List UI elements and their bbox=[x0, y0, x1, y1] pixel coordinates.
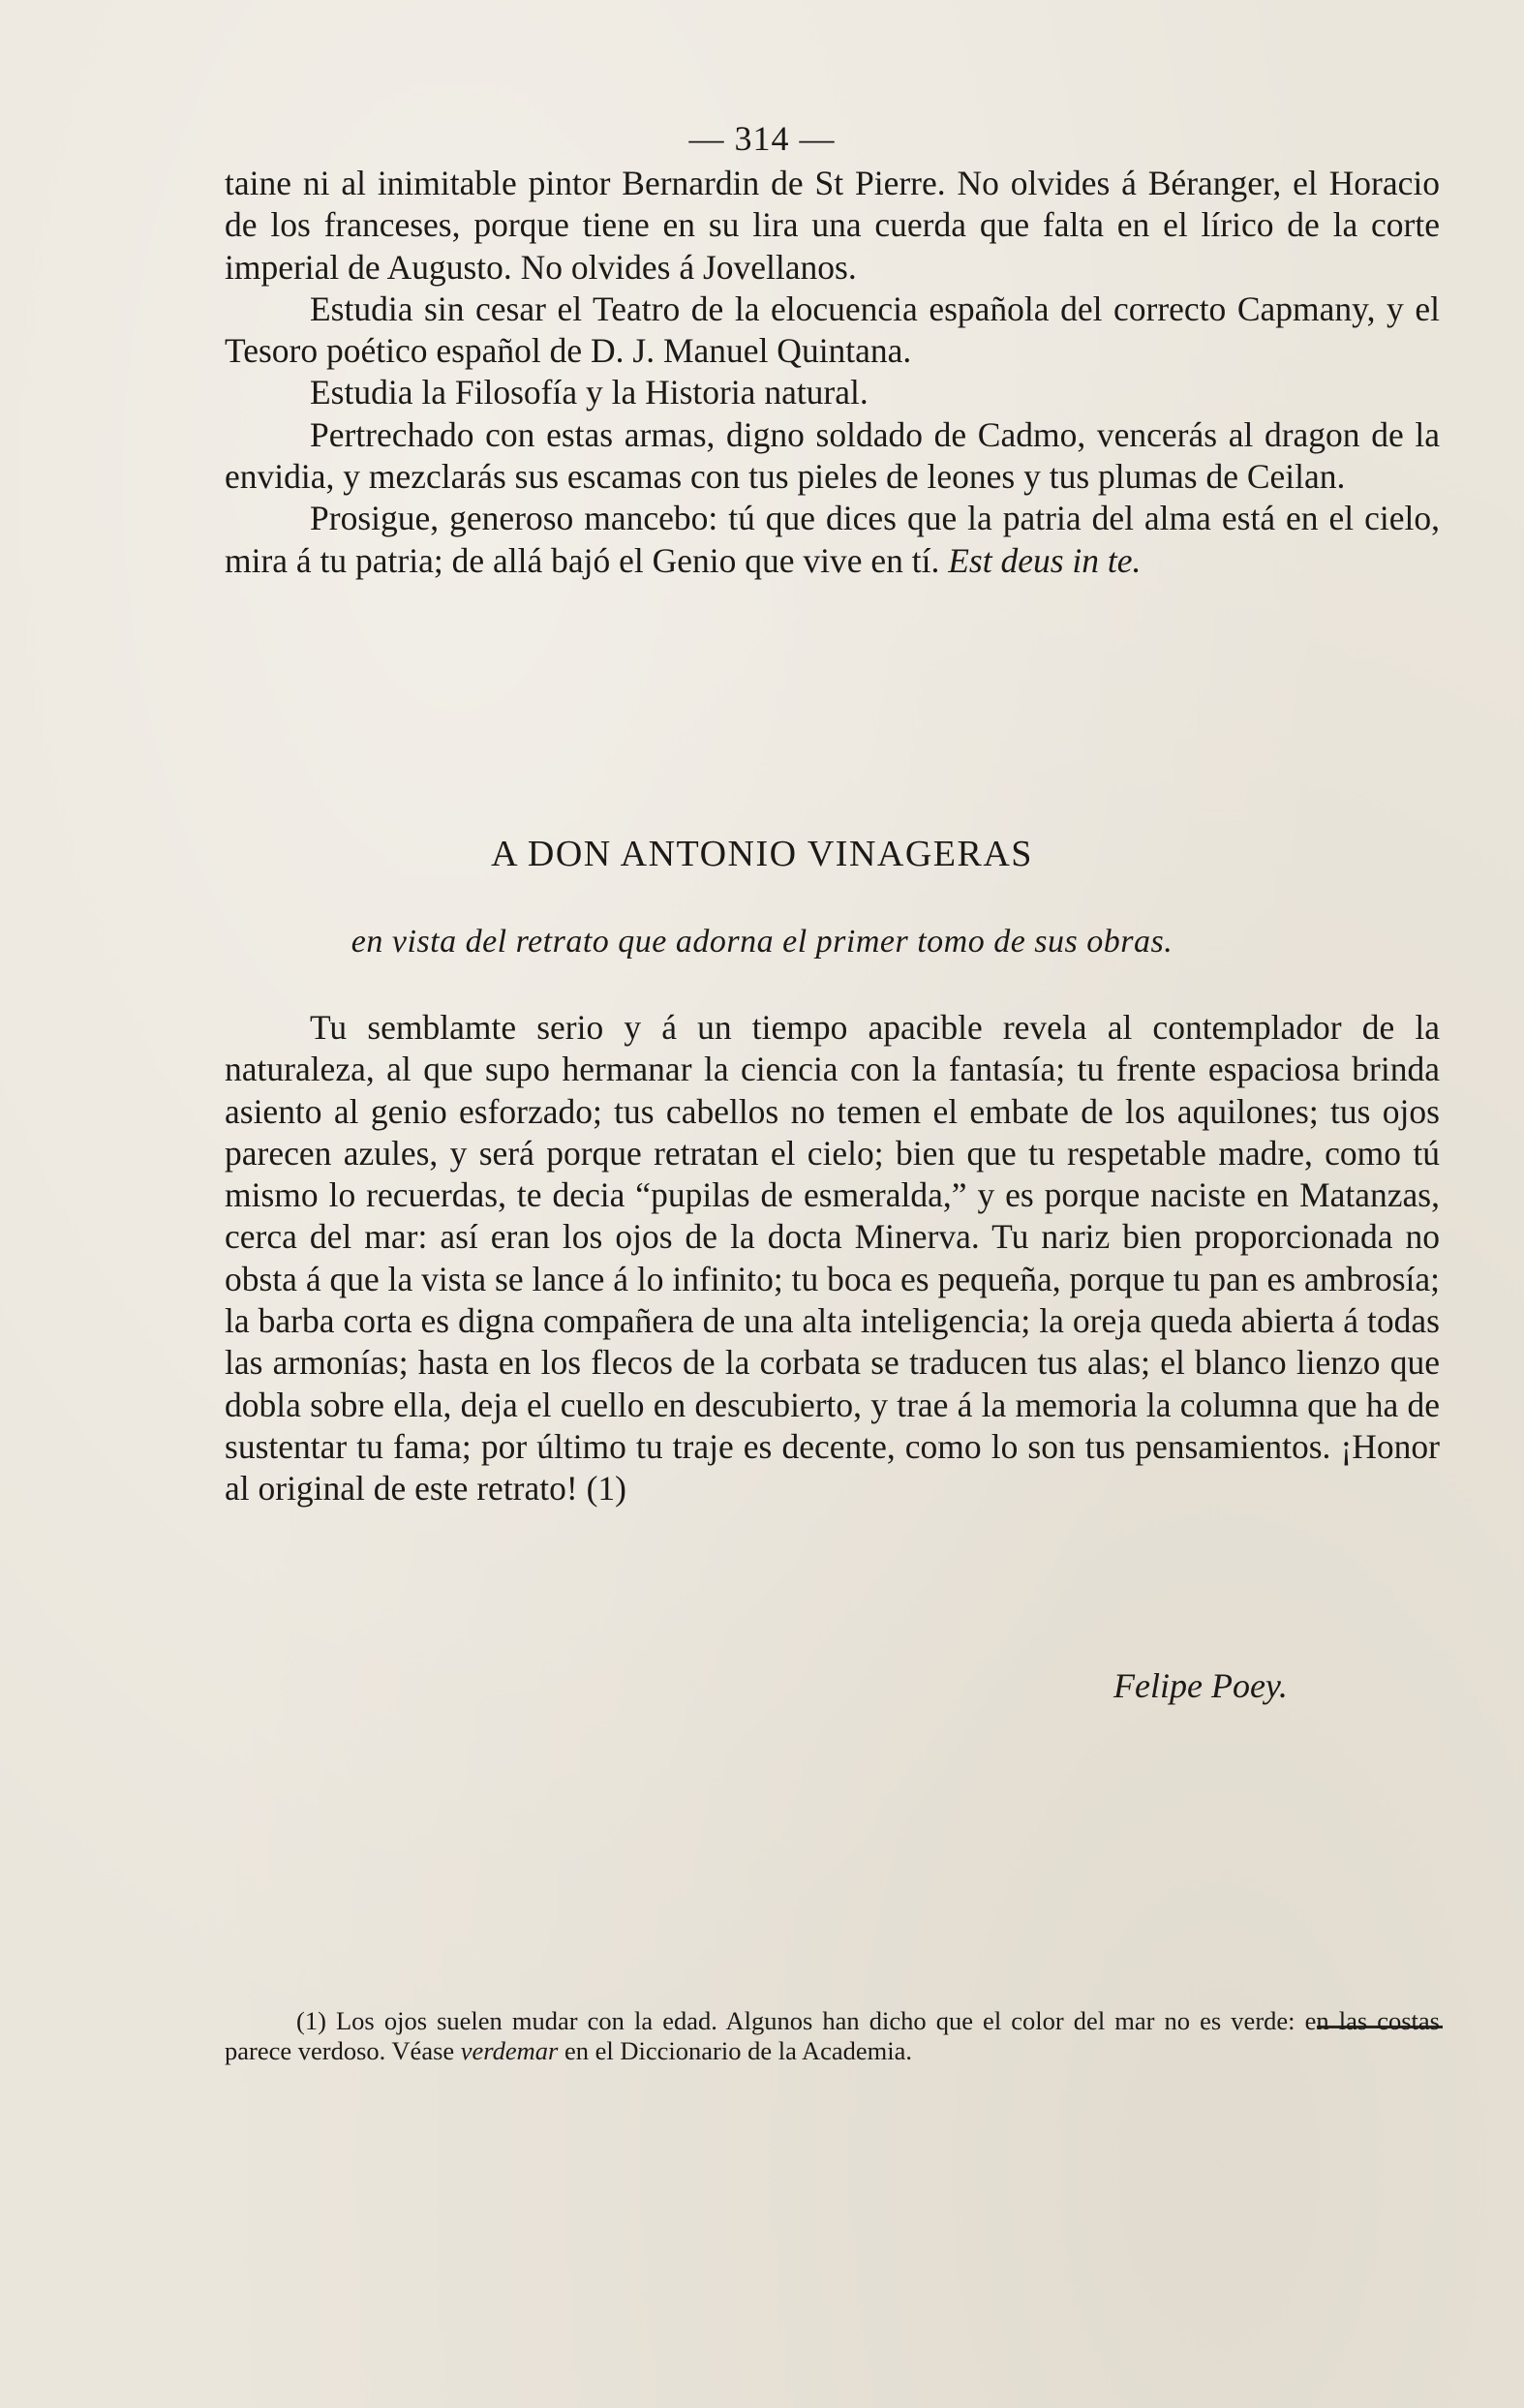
paragraph-5-text: Prosigue, generoso mancebo: tú que dices que la patria del alma está en el cielo, mira á tu patria; de allá bajó el Genio que vive en tí. bbox=[225, 499, 1440, 580]
dedication-title: A DON ANTONIO VINAGERAS bbox=[491, 834, 1033, 874]
paragraph-3: Estudia la Filosofía y la Historia natural. bbox=[310, 373, 869, 412]
footnote-italic-word: verdemar bbox=[460, 2036, 559, 2065]
main-paragraph: Tu semblamte serio y á un tiempo apacible revela al contemplador de la naturaleza, al que supo hermanar la ciencia con la fantasía; tu frente espaciosa brinda asiento al genio esforzado; tus cabellos no temen el embate de los aquilones; tus ojos parecen azules, y será porque retratan el cielo; bien que tu respetable madre, como tú mismo lo recuerdas, te decia “pupilas de esmeralda,” y es porque naciste en Matanzas, cerca del mar: así eran los ojos de la docta Minerva. Tu nariz bien proporcionada no obsta á que la vista se lance á lo infinito; tu boca es pequeña, porque tu pan es ambrosía; la barba corta es digna compañera de una alta inteligencia; la oreja queda abierta á todas las armonías; hasta en los flecos de la corbata se traducen tus alas; el blanco lienzo que dobla sobre ella, deja el cuello en descubierto, y trae á la memoria la columna que ha de sustentar tu fama; por último tu traje es decente, como lo son tus pensamientos. ¡Honor al original de este retrato! (1) bbox=[225, 1008, 1440, 1509]
page-number: — 314 — bbox=[688, 119, 836, 158]
author-signature: Felipe Poey. bbox=[1113, 1666, 1288, 1705]
paragraph-4: Pertrechado con estas armas, digno soldado de Cadmo, vencerás al dragon de la envidia, y mezclarás sus escamas con tus pieles de leones y tus plumas de Ceilan. bbox=[225, 414, 1440, 497]
paragraph-2: Estudia sin cesar el Teatro de la elocuencia española del correcto Capmany, y el Tesoro poético español de D. J. Manuel Quintana. bbox=[225, 289, 1440, 371]
paragraph-1: taine ni al inimitable pintor Bernardin de St Pierre. No olvides á Béranger, el Horacio de los franceses, porque tiene en su lira una cuerda que falta en el lírico de la corte imperial de Augusto. No olvides á Jovellanos. bbox=[225, 164, 1440, 287]
footnote-text-after: en el Diccionario de la Academia. bbox=[564, 2036, 913, 2065]
footnote bbox=[225, 2006, 1440, 2066]
paragraph-5 bbox=[225, 498, 1440, 582]
main-text-block bbox=[225, 1007, 1440, 1510]
top-text-block bbox=[225, 163, 1440, 582]
dedication-subtitle: en vista del retrato que adorna el primer tomo de sus obras. bbox=[351, 924, 1173, 960]
latin-phrase: Est deus in te. bbox=[948, 540, 1142, 580]
footnote-text-before: (1) Los ojos suelen mudar con la edad. Algunos han dicho que el color del mar no es verde: en las costas parece verdoso. Véase bbox=[225, 2006, 1440, 2065]
